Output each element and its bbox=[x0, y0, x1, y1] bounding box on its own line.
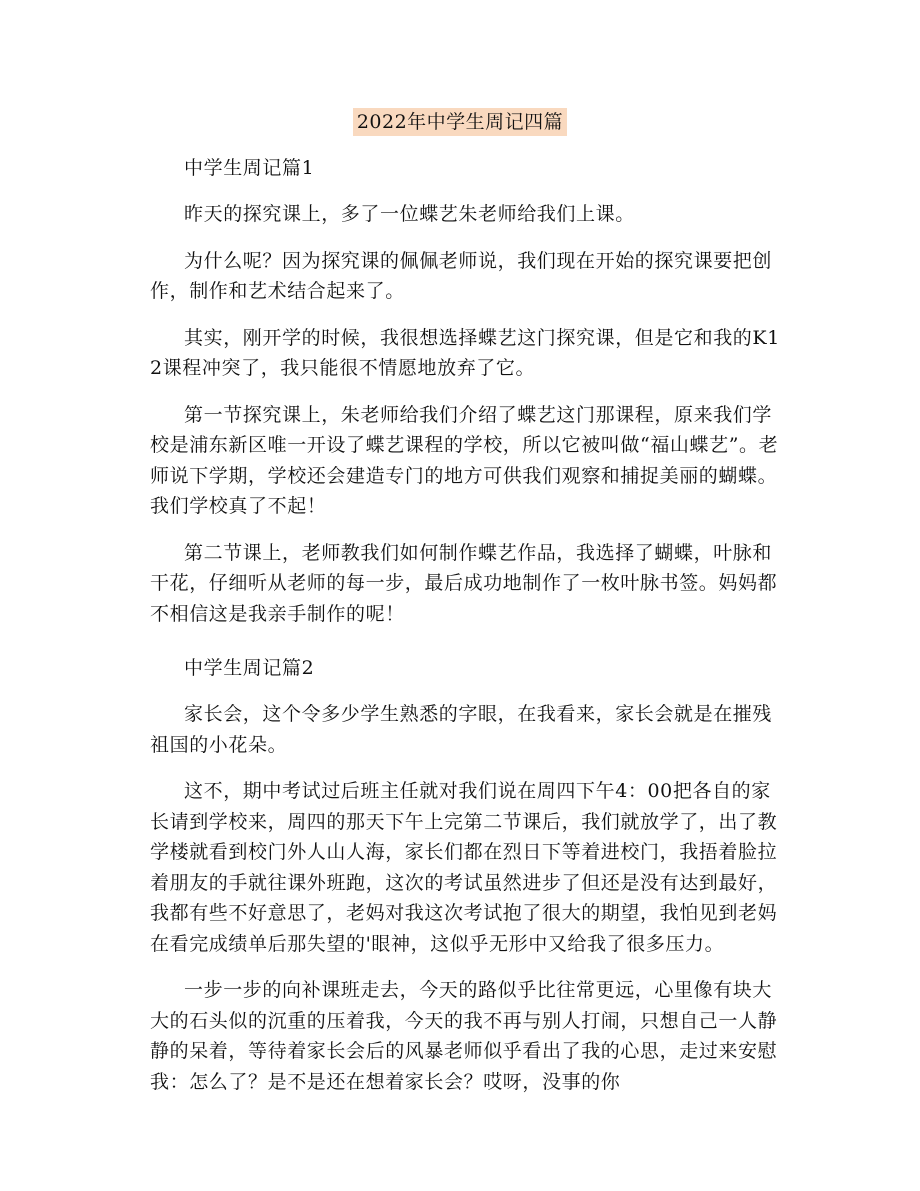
title-wrapper bbox=[0, 108, 920, 136]
section-heading-1: 中学生周记篇1 bbox=[184, 157, 315, 179]
section-heading-2: 中学生周记篇2 bbox=[184, 657, 315, 679]
document-body bbox=[150, 153, 782, 1113]
paragraph: 其实，刚开学的时候，我很想选择蝶艺这门探究课，但是它和我的K12课程冲突了，我只能很不情愿地放弃了它。 bbox=[150, 326, 780, 379]
paragraph: 一步一步的向补课班走去，今天的路似乎比往常更远，心里像有块大大的石头似的沉重的压着我，今天的我不再与别人打闹，只想自己一人静静的呆着，等待着家长会后的风暴老师似乎看出了我的心思，走过来安慰我：怎么了？是不是还在想着家长会？哎呀，没事的你 bbox=[150, 979, 778, 1093]
document-title: 2022年中学生周记四篇 bbox=[353, 108, 567, 136]
paragraph: 第二节课上，老师教我们如何制作蝶艺作品，我选择了蝴蝶，叶脉和干花，仔细听从老师的每一步，最后成功地制作了一枚叶脉书签。妈妈都不相信这是我亲手制作的呢！ bbox=[150, 541, 778, 625]
paragraph: 为什么呢？因为探究课的佩佩老师说，我们现在开始的探究课要把创作，制作和艺术结合起来了。 bbox=[150, 249, 773, 302]
paragraph: 这不，期中考试过后班主任就对我们说在周四下午4：00把各自的家长请到学校来，周四的那天下午上完第二节课后，我们就放学了，出了教学楼就看到校门外人山人海，家长们都在烈日下等着进校门，我捂着脸拉着朋友的手就往课外班跑，这次的考试虽然进步了但还是没有达到最好，我都有些不好意思了，老妈对我这次考试抱了很大的期望，我怕见到老妈在看完成绩单后那失望的'眼神，这似乎无形中又给我了很多压力。 bbox=[150, 780, 778, 955]
paragraph: 第一节探究课上，朱老师给我们介绍了蝶艺这门那课程，原来我们学校是浦东新区唯一开设了蝶艺课程的学校，所以它被叫做“福山蝶艺”。老师说下学期，学校还会建造专门的地方可供我们观察和捕捉美丽的蝴蝶。我们学校真了不起！ bbox=[150, 403, 779, 517]
paragraph: 家长会，这个令多少学生熟悉的字眼，在我看来，家长会就是在摧残祖国的小花朵。 bbox=[150, 703, 773, 756]
paragraph: 昨天的探究课上，多了一位蝶艺朱老师给我们上课。 bbox=[184, 203, 635, 225]
